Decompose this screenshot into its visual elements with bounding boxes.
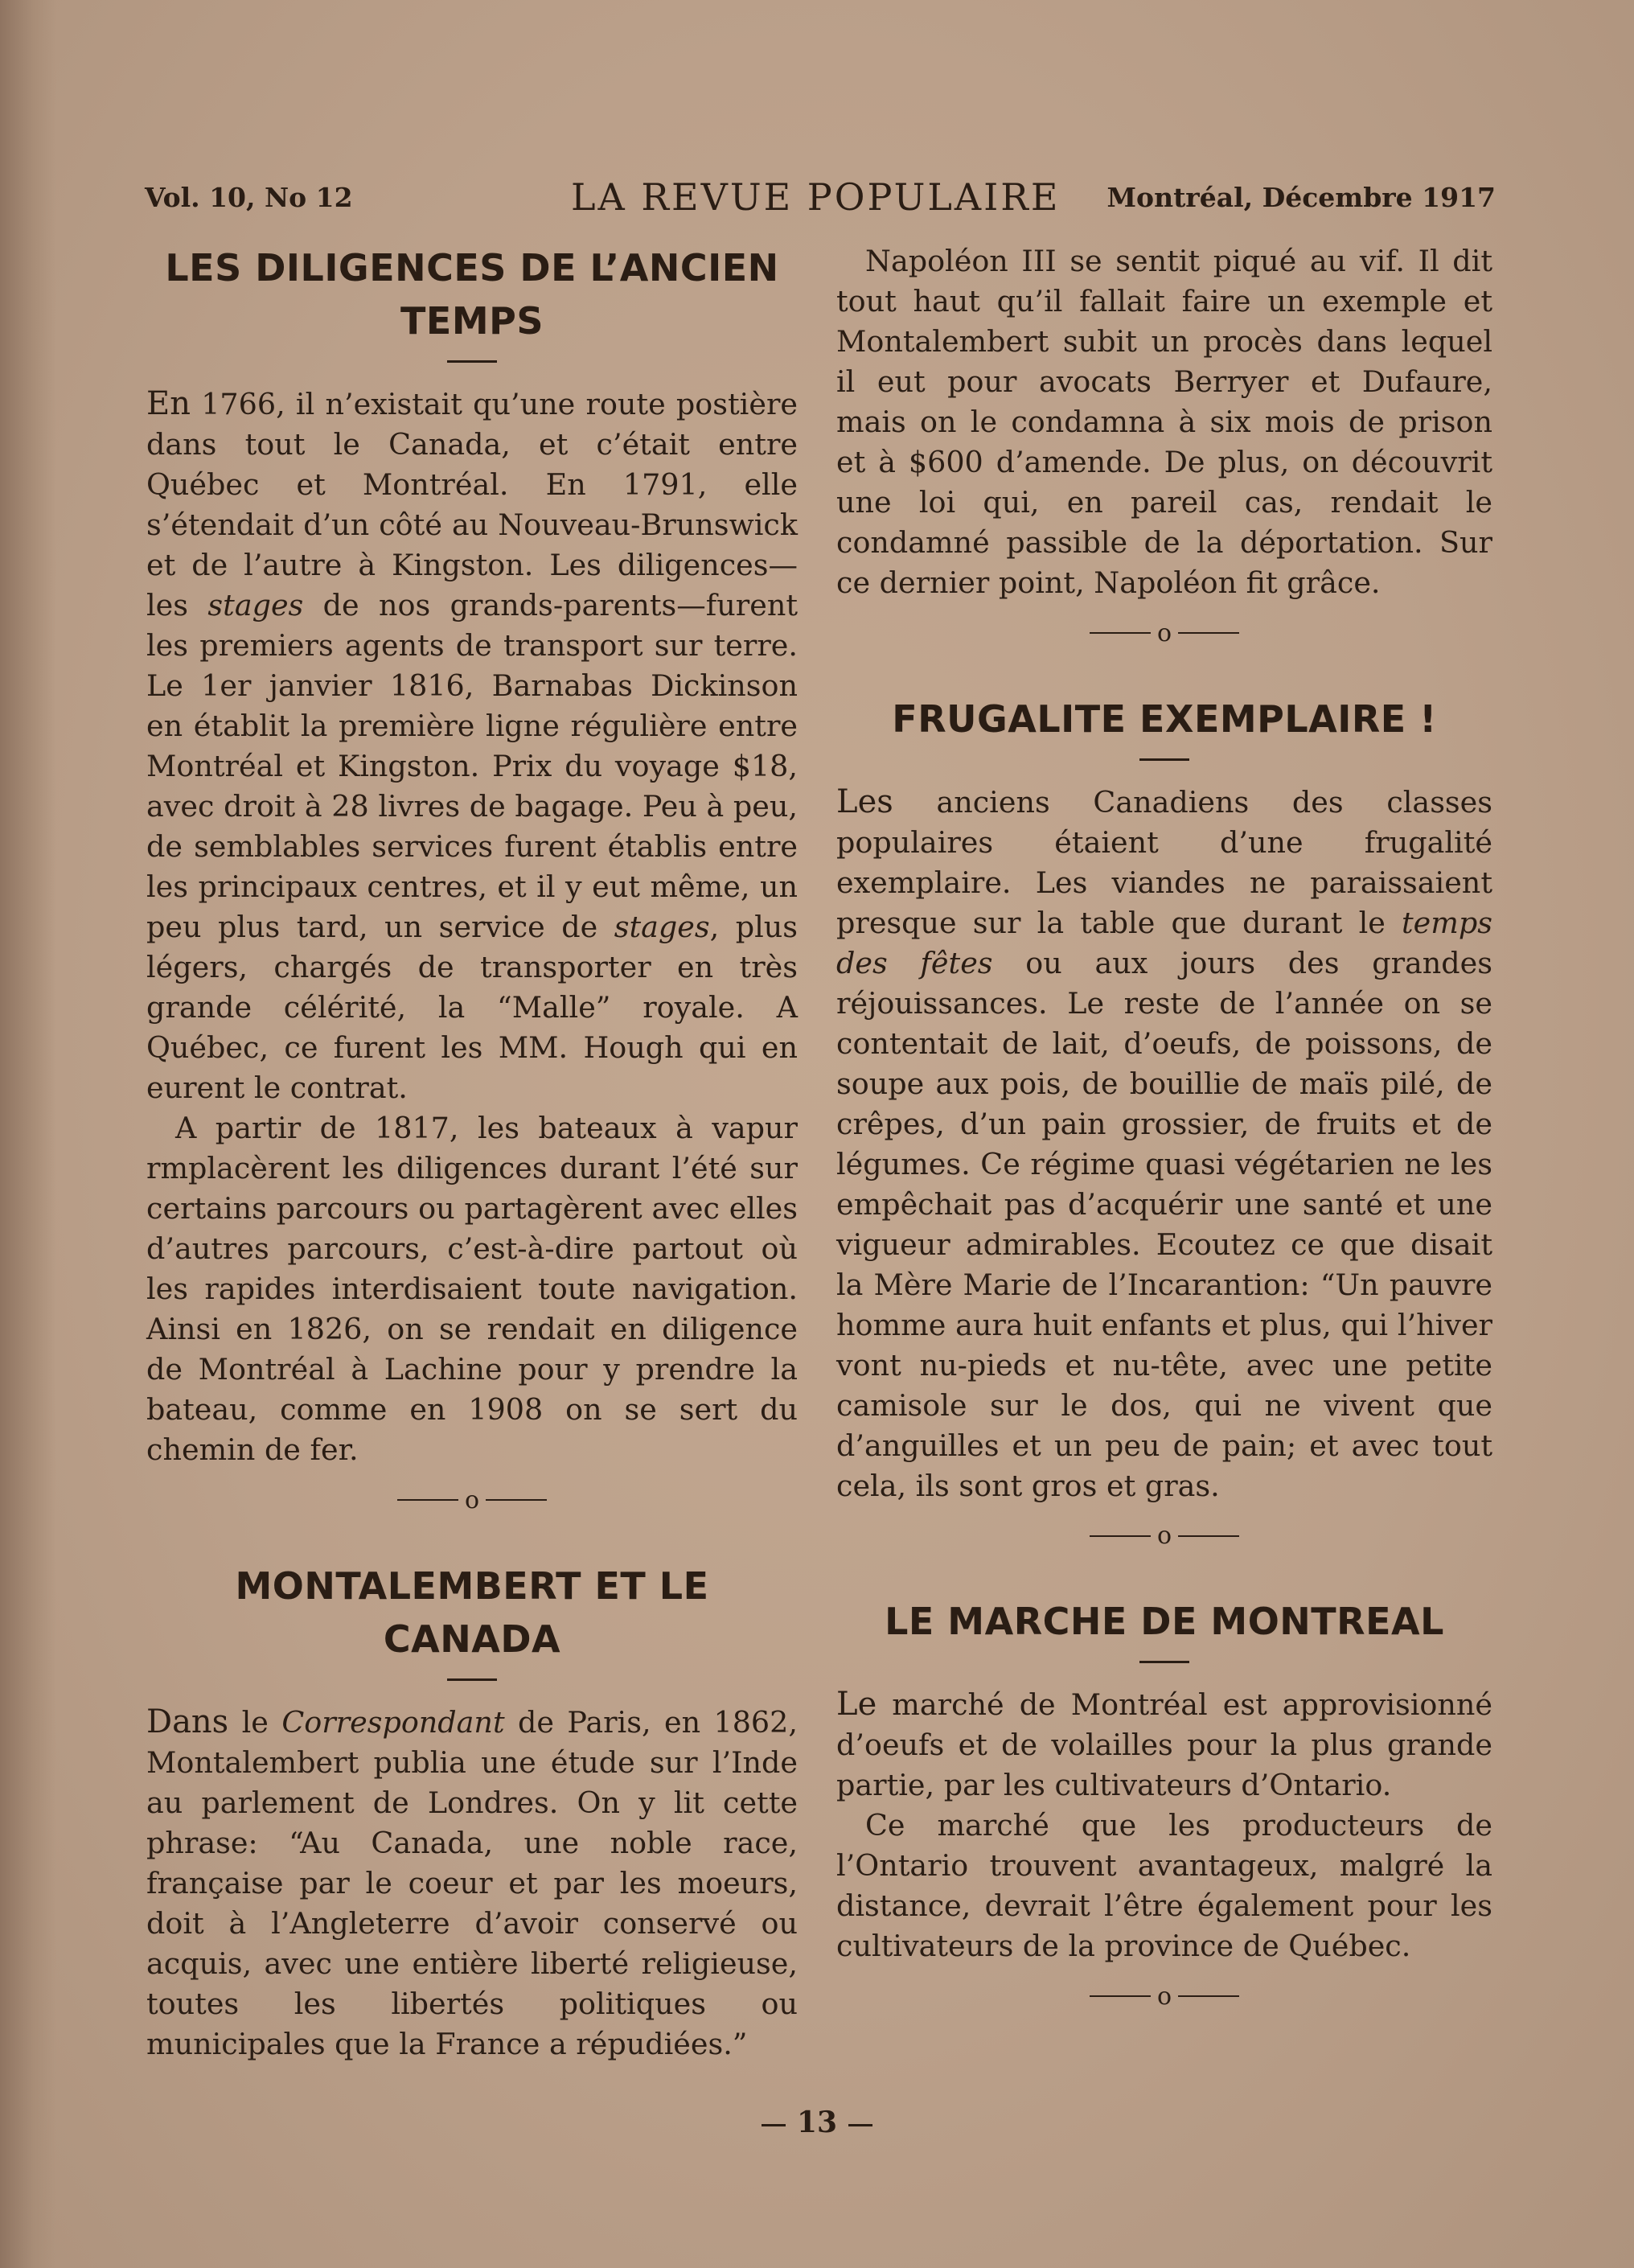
title-rule — [1139, 1661, 1189, 1663]
volume-number: Vol. 10, No 12 — [145, 182, 353, 213]
section-ornament: o — [836, 1981, 1492, 2011]
article-title-montalembert: MONTALEMBERT ET LE CANADA — [235, 1563, 709, 1661]
publication-title: LA REVUE POPULAIRE — [571, 175, 1061, 219]
article-paragraph: Le marché de Montréal est approvisionné d’oeufs et de volailles pour la plus grande partie, par les cultivateurs d’Ontario. — [836, 1686, 1492, 1802]
article-title-frugalite: FRUGALITE EXEMPLAIRE ! — [892, 696, 1437, 741]
drop-cap: Les — [836, 783, 893, 820]
section-ornament: o — [836, 1521, 1492, 1551]
page-footer — [0, 2106, 1634, 2139]
title-rule — [1139, 758, 1189, 761]
article-title-marche: LE MARCHE DE MONTREAL — [885, 1600, 1444, 1643]
page-number: 13 — [796, 2106, 838, 2139]
article-paragraph: Dans le Correspondant de Paris, en 1862, Montalembert publia une étude sur l’Inde au parlement de Londres. On y lit cette phrase: “Au Canada, une noble race, française par le coeur et par les moeurs, doit à l’Angleterre d’avoir conservé ou acquis, avec une entière liberté religieuse, toutes les libertés politiques ou municipales que la France a répudiées.” — [146, 1703, 798, 2061]
section-ornament: o — [836, 618, 1492, 647]
drop-cap: Dans — [146, 1703, 229, 1740]
section-ornament: o — [146, 1485, 798, 1514]
running-header — [145, 175, 1496, 224]
article-paragraph: Ce marché que les producteurs de l’Ontario trouvent avantageux, malgré la distance, devrait l’être également pour les cultivateurs de la province de Québec. — [836, 1808, 1492, 1963]
article-title-diligences: LES DILIGENCES DE L’ANCIEN TEMPS — [165, 246, 779, 343]
drop-cap: Le — [836, 1686, 877, 1723]
article-paragraph: A partir de 1817, les bateaux à vapur rmplacèrent les diligences durant l’été sur certains parcours ou partagèrent avec elles d’autres parcours, c’est-à-dire partout où les rapides interdisaient toute navigation. Ainsi en 1826, on se rendait en diligence de Montréal à Lachine pour y prendre la bateau, comme en 1908 on se sert du chemin de fer. — [146, 1111, 798, 1467]
article-paragraph: En 1766, il n’existait qu’une route postière dans tout le Canada, et c’était entre Québec et Montréal. En 1791, elle s’étendait d’un côté au Nouveau-Brunswick et de l’autre à Kingston. Les diligences—les stages de nos grands-parents—furent les premiers agents de transport sur terre. Le 1er janvier 1816, Barnabas Dickinson en établit la première ligne régulière entre Montréal et Kingston. Prix du voyage $18, avec droit à 28 livres de bagage. Peu à peu, de semblables services furent établis entre les principaux centres, et il y eut même, un peu plus tard, un service de stages, plus légers, chargés de transporter en très grande célérité, la “Malle” royale. A Québec, ce furent les MM. Hough qui en eurent le contrat. — [146, 385, 799, 1105]
right-column — [836, 241, 1492, 2011]
title-rule — [447, 1678, 497, 1681]
article-paragraph: Napoléon III se sentit piqué au vif. Il dit tout haut qu’il fallait faire un exemple et Montalembert subit un procès dans lequel il eut pour avocats Berryer et Dufaure, mais on le condamna à six mois de prison et à $600 d’amende. De plus, on découvrit une loi qui, en pareil cas, rendait le condamné passible de la déportation. Sur ce dernier point, Napoléon fit grâce. — [836, 244, 1492, 600]
issue-date: Montréal, Décembre 1917 — [1106, 182, 1496, 213]
drop-cap: En — [146, 385, 191, 422]
left-column — [146, 241, 798, 2065]
title-rule — [447, 360, 497, 363]
page-binding-edge — [0, 0, 56, 2268]
article-paragraph: Les anciens Canadiens des classes populaires étaient d’une frugalité exemplaire. Les viandes ne paraissaient presque sur la table que durant le temps des fêtes ou aux jours des grandes réjouissances. Le reste de l’année on se contentait de lait, d’oeufs, de poissons, de soupe aux pois, de bouillie de maïs pilé, de crêpes, d’un pain grossier, de fruits et de légumes. Ce régime quasi végétarien ne les empêchait pas d’acquérir une santé et une vigueur admirables. Ecoutez ce que disait la Mère Marie de l’Incarantion: “Un pauvre homme aura huit enfants et plus, qui l’hiver vont nu-pieds et nu-tête, avec une petite camisole sur le dos, qui ne vivent que d’anguilles et un peu de pain; et avec tout cela, ils sont gros et gras. — [836, 783, 1492, 1503]
